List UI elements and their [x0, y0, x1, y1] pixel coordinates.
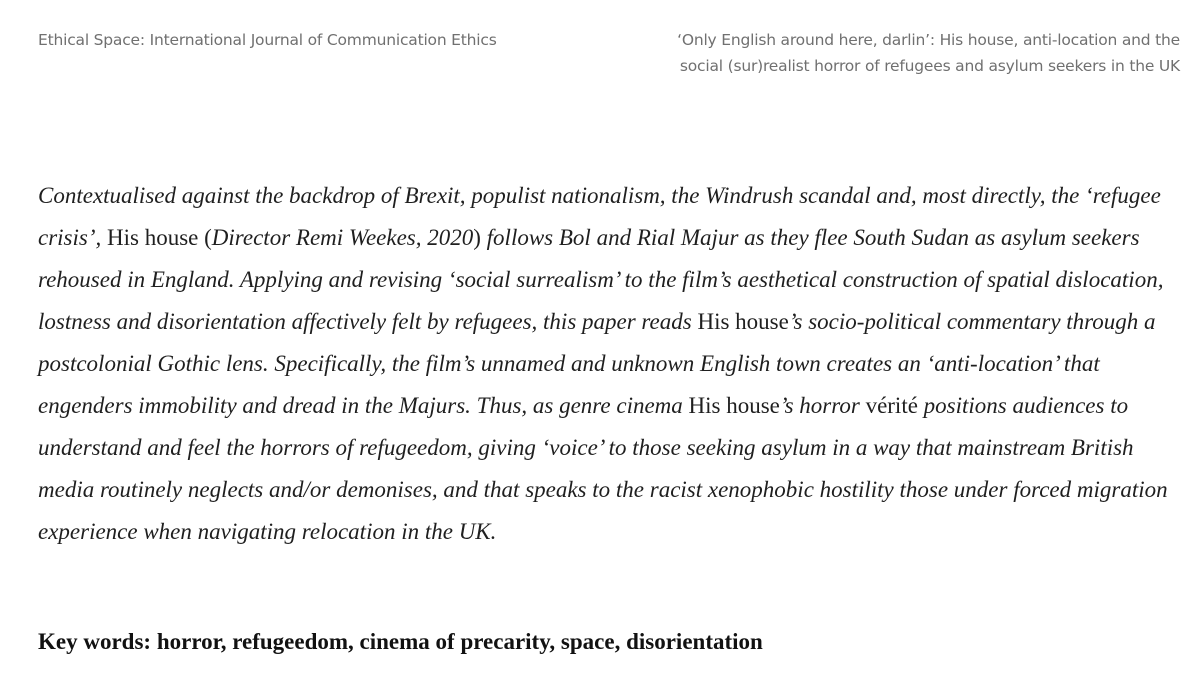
film-title: His house: [697, 309, 789, 334]
abstract-text: follows Bol and Rial Majur as they flee South Sudan as asylum seekers rehoused in England. Applying and revising ‘social surrealism’ to the film’s aesthetical construction of spatial dislocation, lostness and disorientation affectively felt by refugees, this paper reads: [38, 225, 1164, 334]
keywords-line: Key words: horror, refugeedom, cinema of precarity, space, disorientation: [38, 629, 763, 654]
article-title-line-2: social (sur)realist horror of refugees and asylum seekers in the UK: [679, 57, 1180, 75]
abstract-paragraph: [38, 175, 1174, 553]
film-title: His house: [688, 393, 780, 418]
verite-term: vérité: [865, 393, 918, 418]
open-parenthesis: (: [204, 225, 212, 250]
journal-title: Ethical Space: International Journal of Communication Ethics: [38, 31, 497, 49]
abstract-text: positions audiences to understand and feel the horrors of refugeedom, giving ‘voice’ to those seeking asylum in a way that mainstream British media routinely neglects and/or demonises, and that speaks to the racist xenophobic hostility those under forced migration experience when navigating relocation in the UK.: [38, 393, 1168, 544]
article-title-line-1: ‘Only English around here, darlin’: His house, anti-location and the: [677, 31, 1180, 49]
abstract-text: Contextualised against the backdrop of Brexit, populist nationalism, the Windrush scandal and, most directly, the ‘refugee crisis’,: [38, 183, 1161, 250]
abstract-text: ’s horror: [779, 393, 866, 418]
abstract-text: ’s socio-political commentary through a postcolonial Gothic lens. Specifically, the film’s unnamed and unknown English town creates an ‘anti-location’ that engenders immobility and dread in the Majurs. Thus, as genre cinema: [38, 309, 1156, 418]
abstract-text: Director Remi Weekes, 2020: [211, 225, 474, 250]
film-title: His house: [107, 225, 199, 250]
article-running-title: [640, 27, 1180, 79]
close-parenthesis: ): [473, 225, 481, 250]
